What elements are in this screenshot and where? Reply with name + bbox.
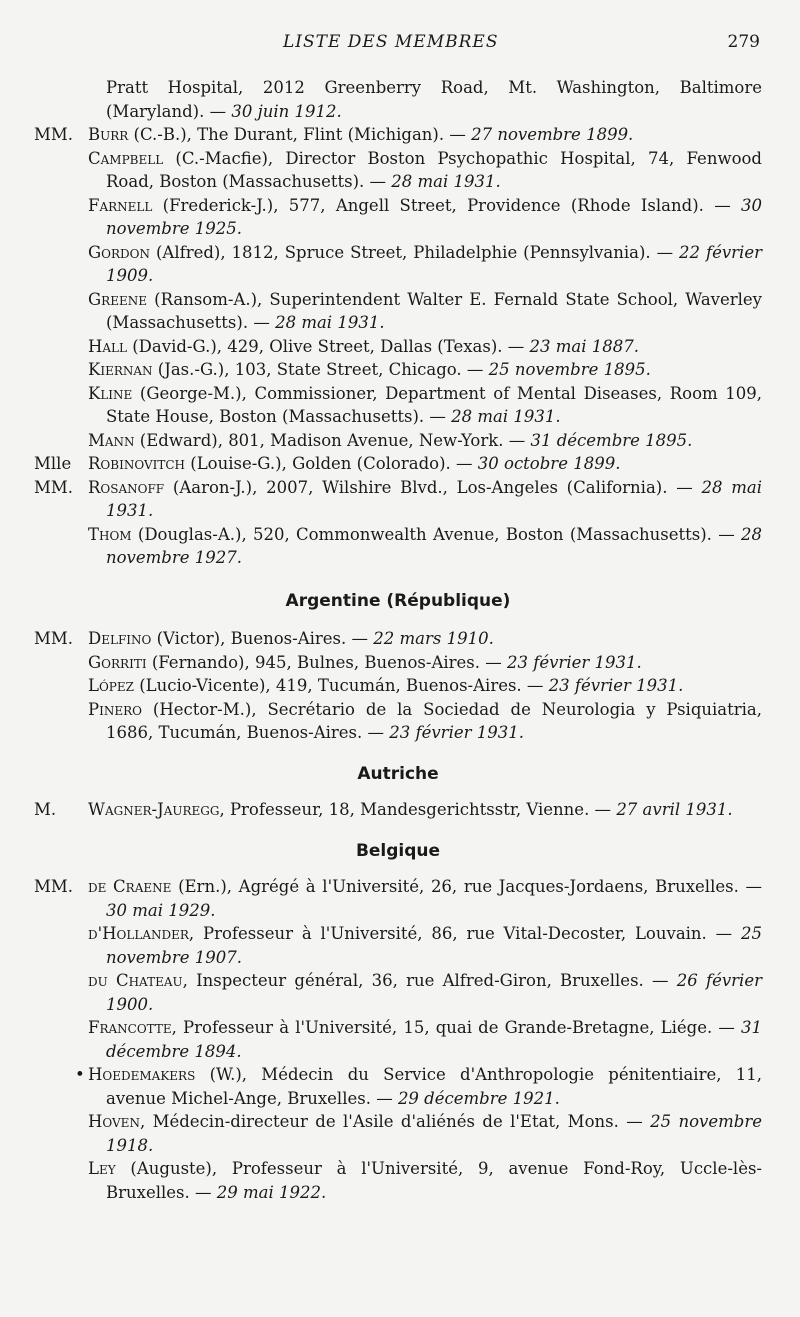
entry-text: (George-M.), Commissioner, Department of Mental Diseases, Room 109, State House, Boston (Massachusetts). — [106,383,762,426]
entry-text: (Victor), Buenos-Aires. — [151,629,374,648]
member-entry [34,969,762,1016]
member-entry [34,288,762,335]
entry-prefix: MM. [34,877,74,896]
member-entry [34,452,762,476]
entry-text: (Aaron-J.), 2007, Wilshire Blvd., Los-Angeles (California). — [164,477,702,497]
member-entry [34,382,762,429]
entry-text: , Professeur, 18, Mandesgerichtsstr, Vienne. — [219,800,617,819]
entry-text: (David-G.), 429, Olive Street, Dallas (Texas). — [127,336,530,356]
bullet-mark: • [75,1065,85,1084]
entry-date: 28 mai 1931. [391,172,501,191]
member-entry [34,429,762,453]
entry-text: (Ern.), Agrégé à l'Université, 26, rue Jacques-Jordaens, Bruxelles. — [171,877,762,896]
entry-date: 25 novembre 1895. [488,360,651,379]
member-entry [34,241,762,288]
member-list [34,76,762,1204]
entry-date: 25 novembre 1918. [106,1112,763,1155]
section-title-belgique: Belgique [355,840,441,861]
entry-date: 28 mai 1931. [106,477,762,520]
member-entry [34,627,762,651]
entry-date: 30 juin 1912. [231,101,342,121]
entry-date: 31 décembre 1894. [106,1018,762,1061]
member-entry [34,1063,762,1110]
entry-text: (Hector-M.), Secrétario de la Sociedad de Neurologia y Psiquiatria, 1686, Tucumán, Buenos-Aires. — [106,699,762,742]
entry-date: 23 février 1931. [389,723,524,742]
entry-date: 30 novembre 1925. [106,195,762,238]
member-entry [34,875,762,922]
entry-text: , Professeur à l'Université, 15, quai de Grande-Bretagne, Liége. — [171,1018,741,1037]
entry-date: 30 octobre 1899. [477,454,621,473]
entry-date: 22 février 1909. [106,242,762,285]
entry-text: (Edward), 801, Madison Avenue, New-York. — [134,430,531,450]
entry-date: 29 décembre 1921. [397,1088,560,1108]
member-entry [34,1157,762,1204]
entry-date: 27 avril 1931. [616,800,733,819]
member-name: Francotte [88,1018,172,1037]
entry-date: 28 mai 1931. [275,313,385,332]
member-name: Gordon [88,242,151,262]
member-entry [34,651,762,675]
member-entry [34,147,762,194]
entry-date: 29 mai 1922. [216,1182,327,1202]
member-name: Robinovitch [88,454,186,473]
entry-text: (Auguste), Professeur à l'Université, 9, avenue Fond-Roy, Uccle-lès-Bruxelles. — [106,1159,762,1202]
entry-date: 30 mai 1929. [106,900,216,920]
entry-text: (Jas.-G.), 103, State Street, Chicago. — [152,360,489,379]
member-name: López [88,676,134,695]
member-entry [34,76,762,123]
member-entry [34,674,762,698]
member-entry [34,123,762,147]
member-name: Pinero [88,699,142,719]
member-name: Farnell [88,195,153,215]
entry-prefix: MM. [34,629,74,648]
entry-text: (C.-B.), The Durant, Flint (Michigan). — [128,125,472,144]
member-name: Greene [88,289,147,309]
member-name: Campbell [88,148,164,168]
member-name: Burr [88,125,129,144]
entry-date: 22 mars 1910. [373,629,494,648]
entry-text: (Fernando), 945, Bulnes, Buenos-Aires. — [146,652,507,672]
entry-text: (Louise-G.), Golden (Colorado). — [185,454,478,473]
page-header [0,28,800,58]
member-name: Mann [88,430,135,450]
entry-date: 23 février 1931. [507,652,642,672]
entry-text: , Inspecteur général, 36, rue Alfred-Giron, Bruxelles. — [182,971,677,990]
member-name: Kline [88,383,133,403]
member-name: Hoedemakers [88,1065,196,1084]
entry-prefix: MM. [34,477,74,497]
member-name: du Chateau [88,971,183,990]
entry-text: (Lucio-Vicente), 419, Tucumán, Buenos-Aires. — [133,676,549,695]
section-title-argentine: Argentine (République) [285,590,511,611]
member-entry [34,798,762,822]
entry-date: 28 novembre 1927. [106,524,762,567]
member-entry [34,922,762,969]
entry-prefix: M. [34,800,57,819]
member-name: Thom [88,524,132,544]
entry-text: , Professeur à l'Université, 86, rue Vital-Decoster, Louvain. — [188,924,741,943]
entry-text: (Ransom-A.), Superintendent Walter E. Fernald State School, Waverley (Massachusetts). — [106,289,762,332]
entry-text: (Alfred), 1812, Spruce Street, Philadelphie (Pennsylvania). — [150,242,680,262]
member-name: Wagner-Jauregg [88,800,220,819]
entry-date: 28 mai 1931. [451,407,561,426]
entry-date: 27 novembre 1899. [471,125,634,144]
running-title: LISTE DES MEMBRES [283,32,499,52]
entry-date: 31 décembre 1895. [530,430,693,450]
entry-date: 25 novembre 1907. [106,924,762,967]
member-entry [34,358,762,382]
entry-text: Pratt Hospital, 2012 Greenberry Road, Mt. Washington, Baltimore (Maryland). — [106,78,762,121]
member-name: Delfino [88,629,152,648]
entry-text: (C.-Macfie), Director Boston Psychopathic Hospital, 74, Fenwood Road, Boston (Massachusetts). — [106,148,762,191]
member-name: Hall [88,336,127,356]
entry-text: (Douglas-A.), 520, Commonwealth Avenue, Boston (Massachusetts). — [131,524,741,544]
entry-text: (W.), Médecin du Service d'Anthropologie pénitentiaire, 11, avenue Michel-Ange, Bruxelles. — [106,1065,762,1108]
section-title-autriche: Autriche [357,763,439,784]
entry-date: 26 février 1900. [106,971,762,1014]
member-name: de Craene [88,877,172,896]
member-name: Hoven [88,1112,140,1131]
member-name: Ley [88,1159,116,1178]
member-entry [34,698,762,745]
member-name: Gorriti [88,652,147,672]
member-entry [34,335,762,359]
member-entry [34,1016,762,1063]
member-entry [34,476,762,523]
member-name: Rosanoff [88,477,165,497]
member-entry [34,1110,762,1157]
member-entry [34,523,762,570]
entry-text: (Frederick-J.), 577, Angell Street, Providence (Rhode Island). — [152,195,741,215]
member-entry [34,194,762,241]
entry-date: 23 février 1931. [548,676,684,695]
entry-prefix: MM. [34,125,74,144]
member-name: d'Hollander [88,924,189,943]
member-name: Kiernan [88,360,153,379]
entry-prefix: Mlle [34,454,72,473]
entry-date: 23 mai 1887. [529,336,639,356]
page-number: 279 [727,32,760,52]
entry-text: , Médecin-directeur de l'Asile d'aliénés de l'Etat, Mons. — [139,1112,651,1131]
